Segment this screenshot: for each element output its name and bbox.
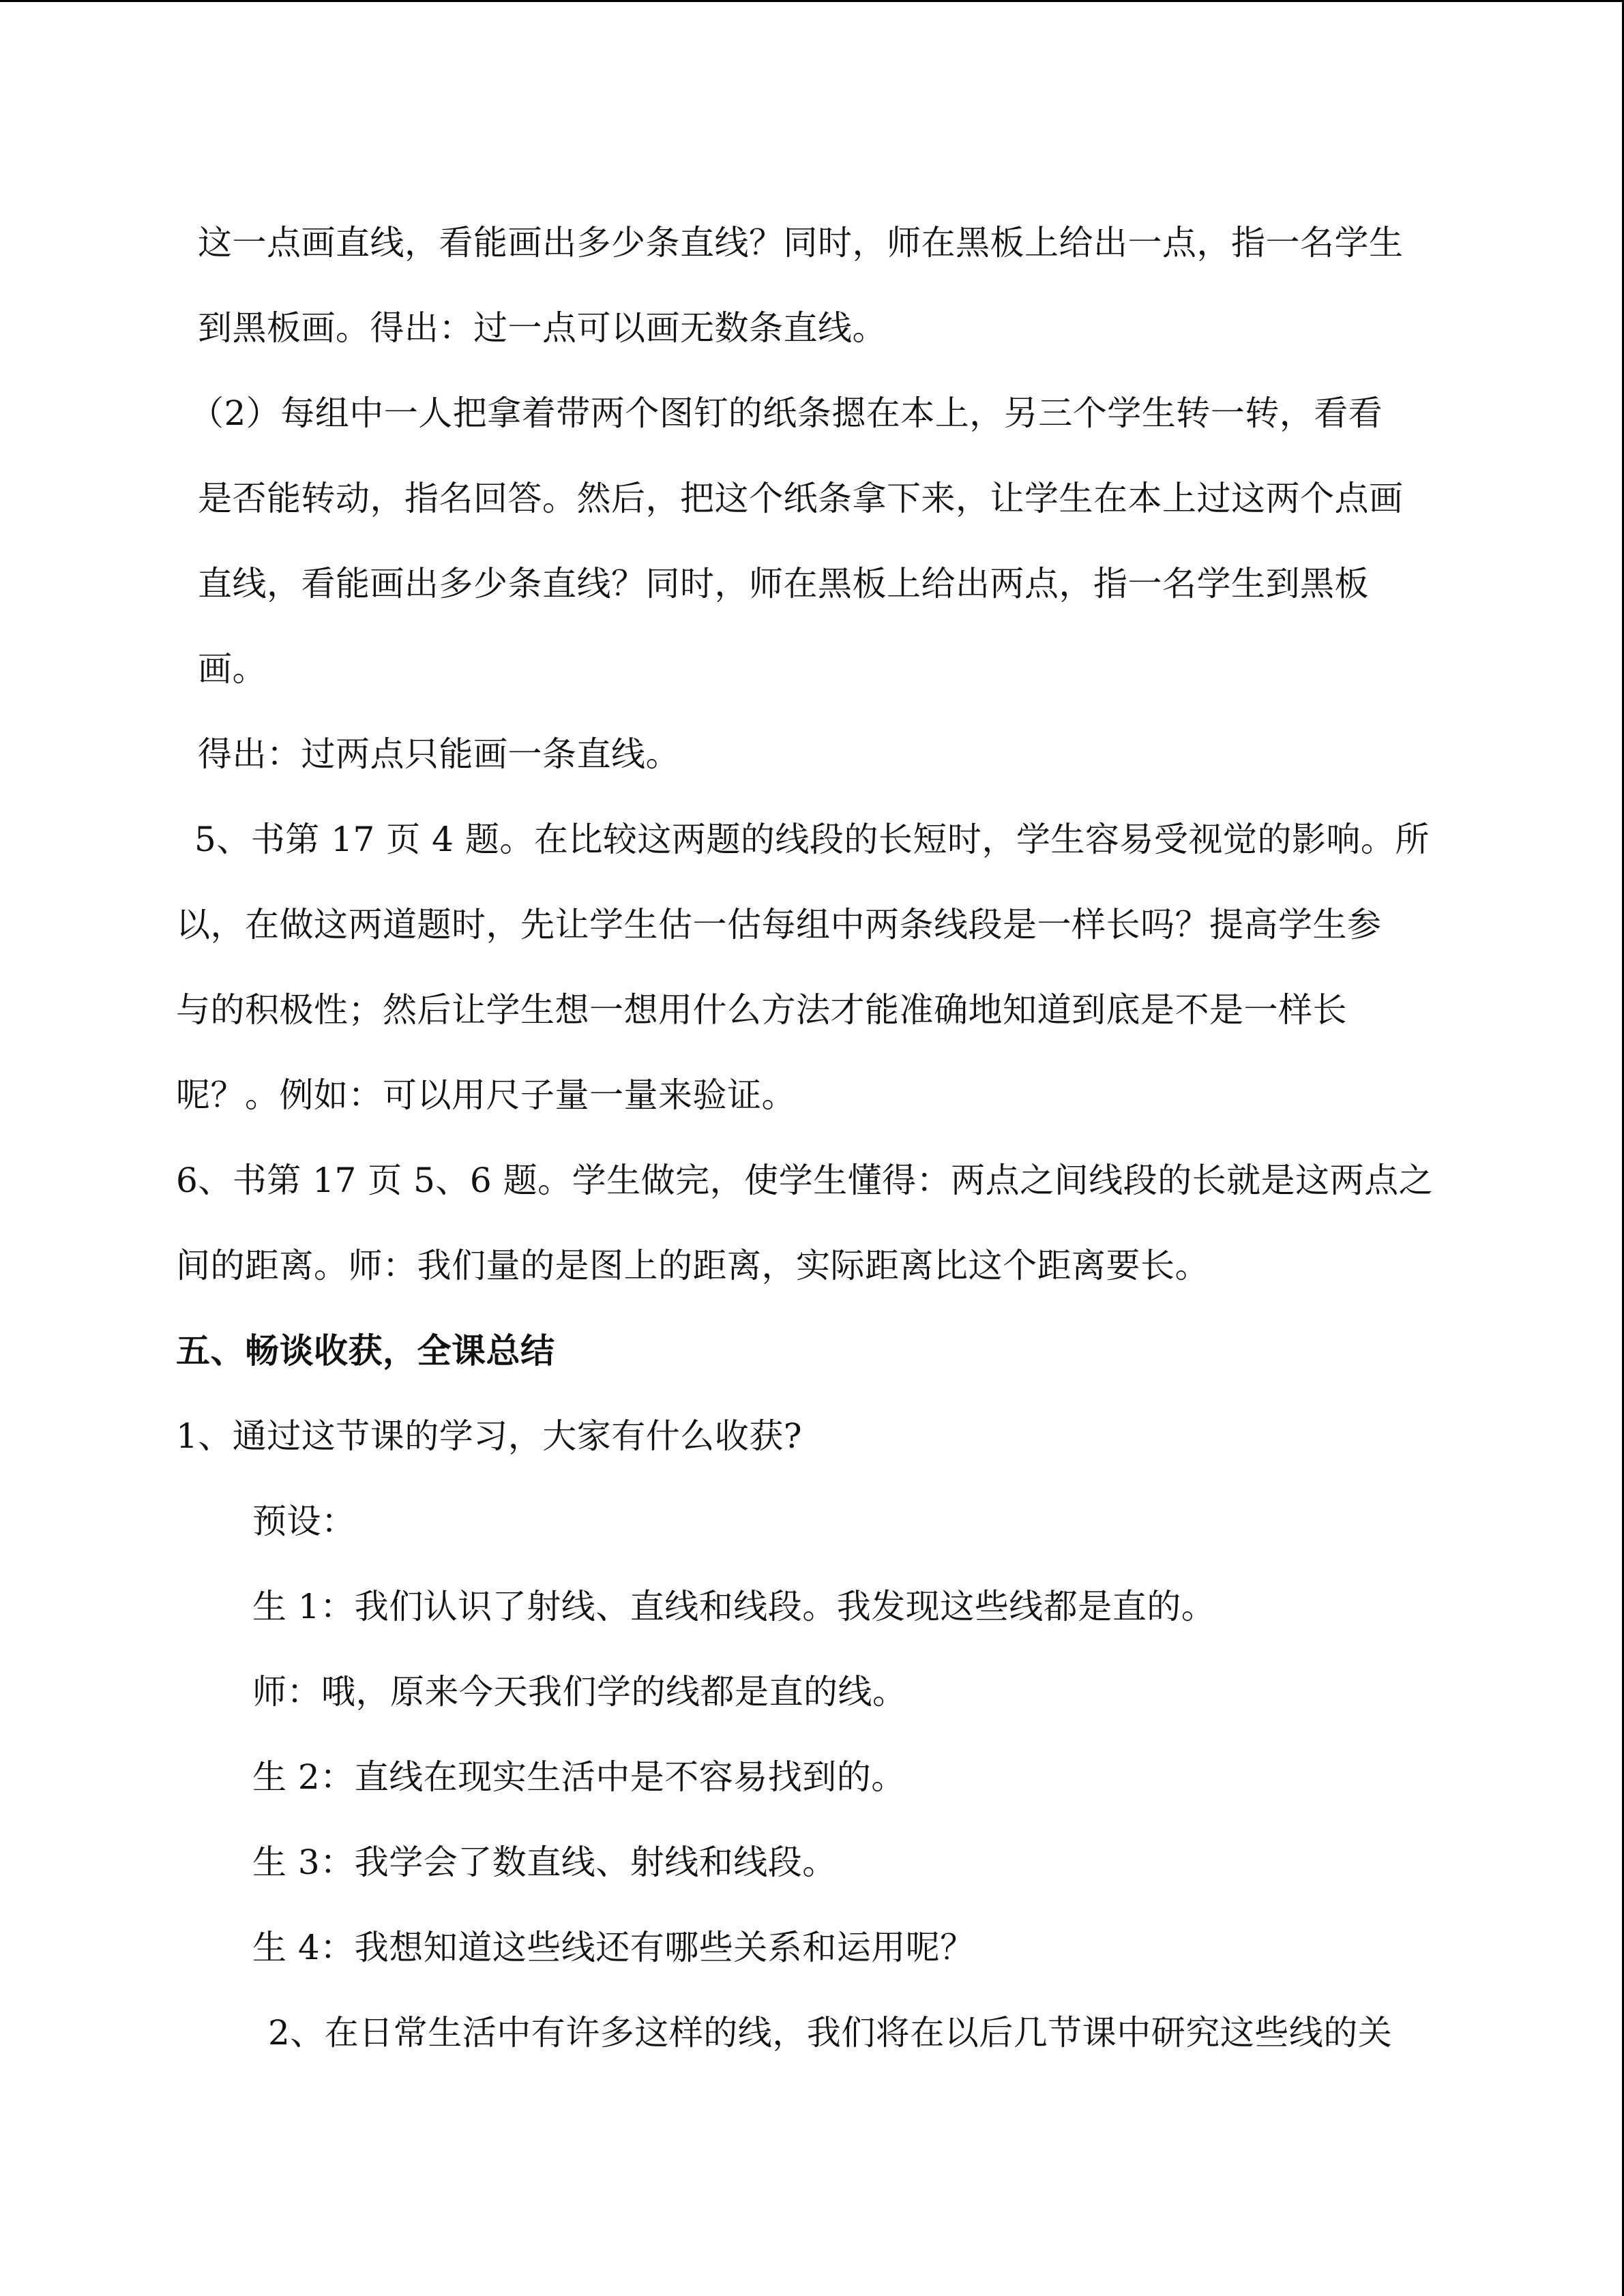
text-line: （2）每组中一人把拿着带两个图钉的纸条摁在本上，另三个学生转一转，看看 <box>190 393 1383 433</box>
text-line: 直线，看能画出多少条直线？同时，师在黑板上给出两点，指一名学生到黑板 <box>198 564 1369 603</box>
text-line: 5、书第 17 页 4 题。在比较这两题的线段的长短时，学生容易受视觉的影响。所 <box>194 820 1430 859</box>
section-heading: 五、畅谈收获，全课总结 <box>176 1331 555 1371</box>
text-line: 得出：过两点只能画一条直线。 <box>198 734 680 774</box>
text-line: 生 2：直线在现实生活中是不容易找到的。 <box>252 1757 906 1797</box>
text-line: 生 3：我学会了数直线、射线和线段。 <box>252 1843 837 1882</box>
text-line: 这一点画直线，看能画出多少条直线？同时，师在黑板上给出一点，指一名学生 <box>198 223 1404 263</box>
text-line: 呢？。例如：可以用尺子量一量来验证。 <box>176 1075 796 1115</box>
text-line: 预设： <box>252 1502 356 1541</box>
text-line: 到黑板画。得出：过一点可以画无数条直线。 <box>198 308 887 348</box>
text-line: 2、在日常生活中有许多这样的线，我们将在以后几节课中研究这些线的关 <box>268 2013 1393 2053</box>
text-line: 生 4：我想知道这些线还有哪些关系和运用呢？ <box>252 1928 975 1967</box>
text-line: 间的距离。师：我们量的是图上的距离，实际距离比这个距离要长。 <box>176 1246 1209 1285</box>
text-line: 1、通过这节课的学习，大家有什么收获? <box>176 1416 803 1456</box>
text-line: 6、书第 17 页 5、6 题。学生做完，使学生懂得：两点之间线段的长就是这两点之 <box>176 1161 1434 1200</box>
text-line: 师：哦，原来今天我们学的线都是直的线。 <box>252 1672 907 1712</box>
text-line: 生 1：我们认识了射线、直线和线段。我发现这些线都是直的。 <box>252 1587 1216 1626</box>
text-line: 是否能转动，指名回答。然后，把这个纸条拿下来，让学生在本上过这两个点画 <box>198 479 1404 518</box>
text-line: 以，在做这两道题时，先让学生估一估每组中两条线段是一样长吗？提高学生参 <box>176 905 1382 944</box>
text-line: 画。 <box>198 649 267 689</box>
text-line: 与的积极性；然后让学生想一想用什么方法才能准确地知道到底是不是一样长 <box>176 990 1347 1030</box>
